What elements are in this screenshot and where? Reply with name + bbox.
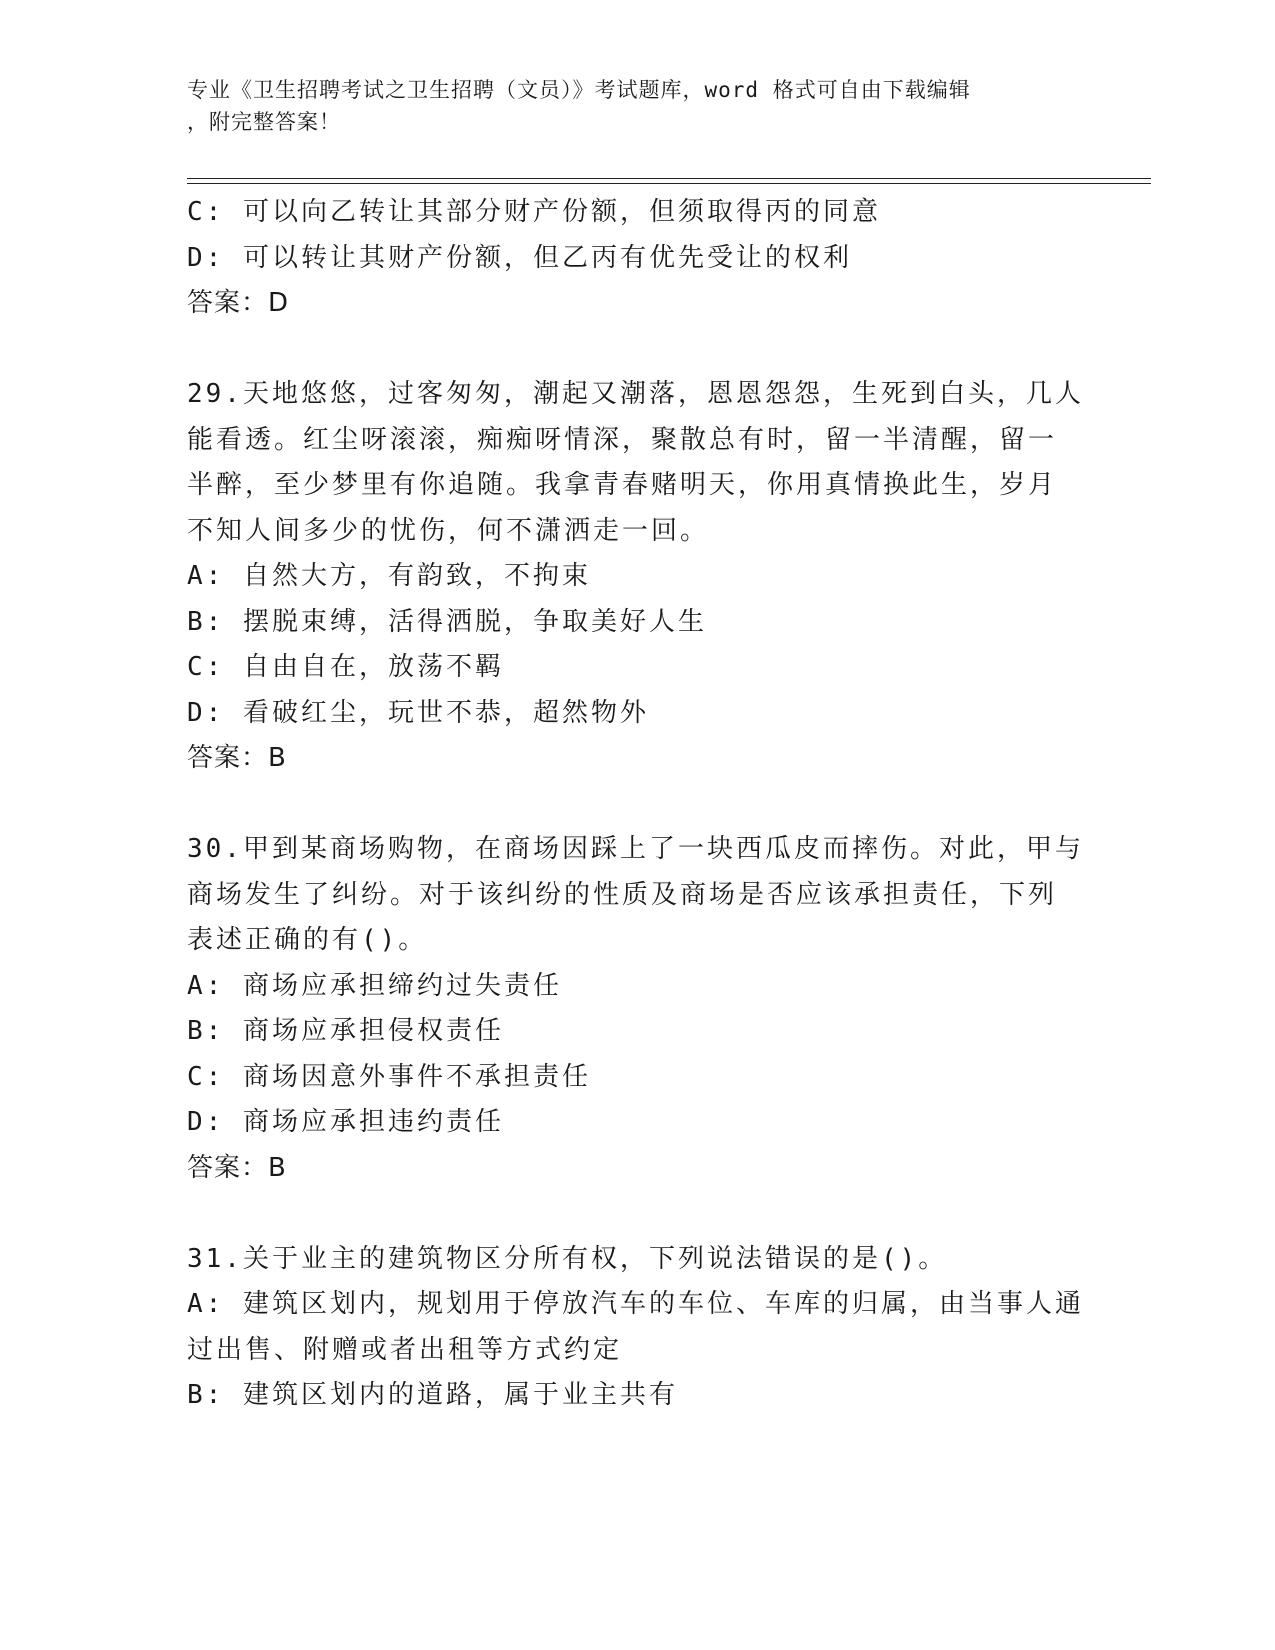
option-b: B: 建筑区划内的道路，属于业主共有 bbox=[187, 1380, 678, 1410]
option-a: A: 建筑区划内，规划用于停放汽车的车位、车库的归属，由当事人通 bbox=[187, 1289, 1084, 1319]
option-b: B: 商场应承担侵权责任 bbox=[187, 1016, 504, 1046]
option-c: C: 可以向乙转让其部分财产份额，但须取得丙的同意 bbox=[187, 197, 881, 227]
question-stem-line: 能看透。红尘呀滚滚，痴痴呀情深，聚散总有时，留一半清醒，留一 bbox=[187, 424, 1058, 455]
answer-line: 答案：B bbox=[187, 1152, 287, 1183]
option-b: B: 摆脱束缚，活得洒脱，争取美好人生 bbox=[187, 606, 707, 637]
question-stem-line: 商场发生了纠纷。对于该纠纷的性质及商场是否应该承担责任，下列 bbox=[187, 879, 1058, 910]
question-stem-line: 29.天地悠悠，过客匆匆，潮起又潮落，恩恩怨怨，生死到白头，几人 bbox=[187, 379, 1084, 409]
header-double-rule bbox=[187, 178, 1151, 184]
option-a: A: 自然大方，有韵致，不拘束 bbox=[187, 561, 591, 591]
question-stem-line: 30.甲到某商场购物，在商场因踩上了一块西瓜皮而摔伤。对此，甲与 bbox=[187, 834, 1084, 864]
header-line-1: 专业《卫生招聘考试之卫生招聘（文员）》考试题库，word 格式可自由下载编辑 bbox=[187, 78, 971, 102]
question-29 bbox=[187, 372, 1087, 782]
spacer bbox=[187, 782, 1087, 828]
question-31 bbox=[187, 1237, 1087, 1419]
page-header bbox=[187, 74, 1067, 138]
question-30 bbox=[187, 827, 1087, 1191]
spacer bbox=[187, 1191, 1087, 1237]
question-stem-line: 不知人间多少的忧伤，何不潇洒走一回。 bbox=[187, 515, 710, 546]
header-line-2: ，附完整答案！ bbox=[187, 110, 341, 134]
option-d: D: 可以转让其财产份额，但乙丙有优先受让的权利 bbox=[187, 242, 852, 273]
option-c: C: 自由自在，放荡不羁 bbox=[187, 652, 504, 682]
option-c: C: 商场因意外事件不承担责任 bbox=[187, 1061, 591, 1092]
option-d: D: 商场应承担违约责任 bbox=[187, 1107, 504, 1137]
answer-line: 答案：D bbox=[187, 288, 290, 318]
question-stem-line: 半醉，至少梦里有你追随。我拿青春赌明天，你用真情换此生，岁月 bbox=[187, 470, 1058, 500]
question-28-tail bbox=[187, 190, 1087, 327]
document-body bbox=[187, 190, 1087, 1419]
question-stem-line: 表述正确的有()。 bbox=[187, 925, 428, 955]
answer-line: 答案：B bbox=[187, 743, 287, 773]
option-a-continued: 过出售、附赠或者出租等方式约定 bbox=[187, 1334, 623, 1365]
spacer bbox=[187, 327, 1087, 373]
question-stem-line: 31.关于业主的建筑物区分所有权，下列说法错误的是()。 bbox=[187, 1243, 948, 1274]
option-d: D: 看破红尘，玩世不恭，超然物外 bbox=[187, 697, 649, 728]
option-a: A: 商场应承担缔约过失责任 bbox=[187, 970, 562, 1001]
